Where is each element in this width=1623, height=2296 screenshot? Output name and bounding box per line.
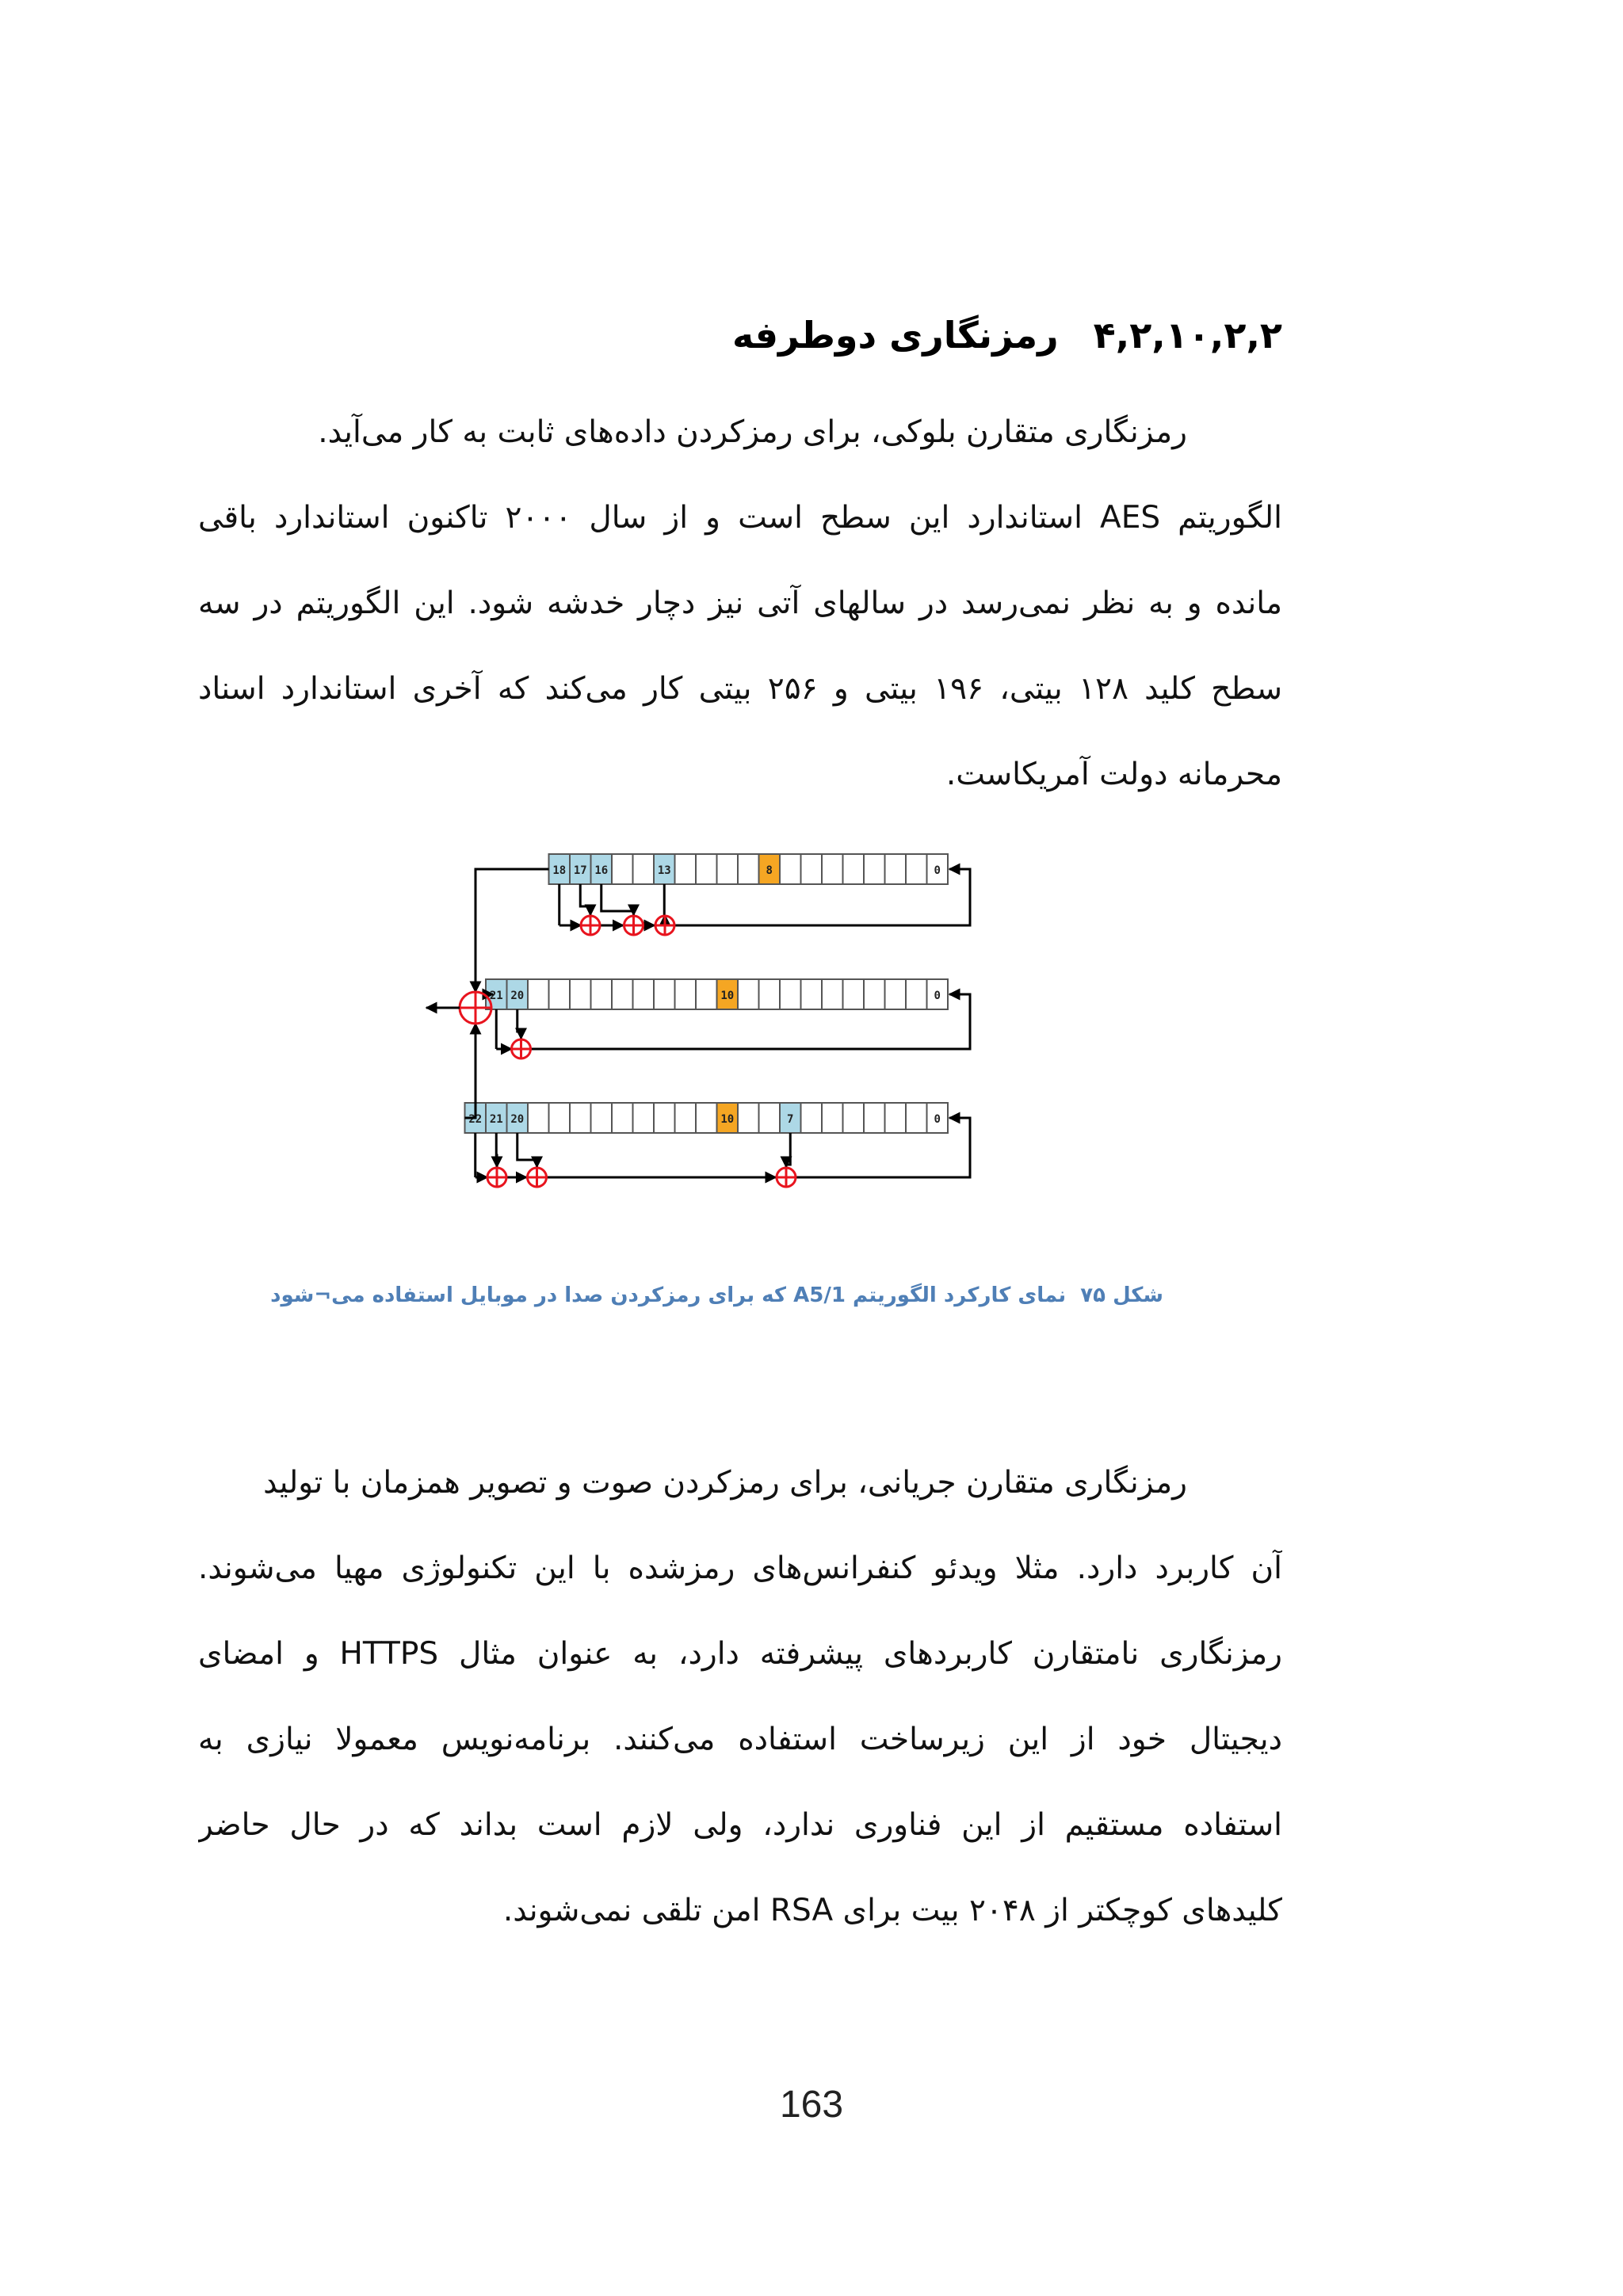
register-cell bbox=[822, 854, 843, 884]
register-cell bbox=[780, 854, 801, 884]
register-cell bbox=[528, 979, 549, 1009]
register-cell bbox=[696, 979, 717, 1009]
tap-line bbox=[517, 1009, 521, 1039]
register-bit-label: 7 bbox=[787, 1113, 794, 1126]
section-title: رمزنگاری دوطرفه bbox=[731, 314, 1059, 357]
register-cell bbox=[738, 854, 759, 884]
register-cell bbox=[885, 979, 907, 1009]
register-bit-label: 13 bbox=[657, 864, 671, 877]
register-bit-label: 8 bbox=[766, 864, 773, 877]
register-cell bbox=[780, 979, 801, 1009]
register-cell bbox=[738, 979, 759, 1009]
paragraph-line: کلیدهای کوچکتر از ۲۰۴۸ بیت برای RSA امن تلقی نمی‌شوند. bbox=[502, 1893, 1282, 1928]
register-bit-label: 0 bbox=[934, 864, 941, 877]
section-heading bbox=[198, 307, 1282, 363]
register-cell bbox=[633, 979, 655, 1009]
paragraph-line: الگوریتم AES استاندارد این سطح است و از سال ۲۰۰۰ تاکنون استاندارد باقی bbox=[198, 500, 1282, 536]
figure-caption-prefix: شکل ۷۵ bbox=[1080, 1283, 1163, 1307]
register-cell bbox=[528, 1103, 549, 1133]
paragraph-line: آن کاربرد دارد. مثلا ویدئو کنفرانس‌های رمزشده با این تکنولوژی مهیا می‌شوند. bbox=[198, 1550, 1282, 1586]
a51-diagram-canvas bbox=[396, 840, 983, 1236]
register-cell bbox=[570, 1103, 591, 1133]
register-cell bbox=[654, 1103, 675, 1133]
register-cell bbox=[864, 979, 885, 1009]
register-cell bbox=[549, 1103, 571, 1133]
register-cell bbox=[675, 1103, 697, 1133]
paragraph-line: استفاده مستقیم از این فناوری ندارد، ولی لازم است بداند که در حال حاضر bbox=[198, 1807, 1282, 1843]
register-bit-label: 17 bbox=[573, 864, 587, 877]
register-cell bbox=[612, 979, 633, 1009]
register-cell bbox=[885, 1103, 907, 1133]
register-bit-label: 20 bbox=[510, 1113, 525, 1126]
register-cell bbox=[570, 979, 591, 1009]
register-cell bbox=[633, 854, 655, 884]
register-cell bbox=[591, 979, 613, 1009]
register-cell bbox=[906, 979, 927, 1009]
figure-caption bbox=[198, 1268, 1163, 1323]
register-cell bbox=[738, 1103, 759, 1133]
paragraph-block-stream-and-asymmetric bbox=[198, 1440, 1282, 1954]
register-bit-label: 18 bbox=[552, 864, 567, 877]
register-cell bbox=[864, 854, 885, 884]
register-cell bbox=[612, 854, 633, 884]
tap-line bbox=[601, 884, 634, 915]
paragraph-line: رمزنگاری متقارن جریانی، برای رمزکردن صوت و تصویر همزمان با تولید bbox=[263, 1465, 1187, 1501]
register-cell bbox=[654, 979, 675, 1009]
paragraph-line: محرمانه دولت آمریکاست. bbox=[945, 757, 1282, 792]
register-bit-label: 20 bbox=[510, 990, 525, 1002]
register-cell bbox=[822, 1103, 843, 1133]
register-cell bbox=[759, 1103, 781, 1133]
register-cell bbox=[801, 854, 823, 884]
register-bit-label: 10 bbox=[720, 1113, 735, 1126]
register-cell bbox=[675, 854, 697, 884]
section-number: ۴,۲,۱۰,۲,۲ bbox=[1093, 314, 1282, 357]
register-cell bbox=[906, 854, 927, 884]
register-cell bbox=[843, 1103, 865, 1133]
tap-line bbox=[580, 884, 590, 915]
output-line bbox=[475, 869, 549, 992]
register-cell bbox=[717, 854, 739, 884]
register-cell bbox=[801, 979, 823, 1009]
paragraph-line: مانده و به نظر نمی‌رسد در سالهای آتی نیز دچار خدشه شود. این الگوریتم در سه bbox=[198, 585, 1282, 621]
register-cell bbox=[822, 979, 843, 1009]
register-cell bbox=[843, 979, 865, 1009]
register-bit-label: 10 bbox=[720, 990, 735, 1002]
register-cell bbox=[591, 1103, 613, 1133]
register-bit-label: 21 bbox=[489, 1113, 503, 1126]
register-cell bbox=[549, 979, 571, 1009]
register-cell bbox=[696, 1103, 717, 1133]
paragraph-line: سطح کلید ۱۲۸ بیتی، ۱۹۶ بیتی و ۲۵۶ بیتی کار می‌کند که آخری استاندارد اسناد bbox=[198, 671, 1282, 707]
figure-caption-text: نمای کارکرد الگوریتم A5/1 که برای رمزکردن صدا در موبایل استفاده می¬شود bbox=[270, 1283, 1067, 1307]
register-cell bbox=[612, 1103, 633, 1133]
register-bit-label: 16 bbox=[594, 864, 609, 877]
register-cell bbox=[675, 979, 697, 1009]
page-number: 163 bbox=[779, 2084, 844, 2126]
register-cell bbox=[696, 854, 717, 884]
register-cell bbox=[885, 854, 907, 884]
register-cell bbox=[864, 1103, 885, 1133]
paragraph-line: دیجیتال خود از این زیرساخت استفاده می‌کنند. برنامه‌نویس معمولا نیازی به bbox=[198, 1722, 1282, 1757]
register-cell bbox=[759, 979, 781, 1009]
register-bit-label: 21 bbox=[489, 990, 503, 1002]
register-cell bbox=[801, 1103, 823, 1133]
paragraph-block-cryptography-symmetric-block bbox=[198, 390, 1282, 818]
paragraph-line: رمزنگاری متقارن بلوکی، برای رمزکردن داده‌های ثابت به کار می‌آید. bbox=[318, 414, 1187, 450]
register-cell bbox=[906, 1103, 927, 1133]
paragraph-line: رمزنگاری نامتقارن کاربردهای پیشرفته دارد، به عنوان مثال HTTPS و امضای bbox=[198, 1636, 1282, 1672]
register-cell bbox=[843, 854, 865, 884]
tap-line bbox=[664, 884, 665, 916]
a51-lfsr-diagram bbox=[396, 840, 983, 1236]
register-bit-label: 0 bbox=[934, 990, 941, 1002]
tap-line bbox=[517, 1133, 537, 1167]
register-bit-label: 0 bbox=[934, 1113, 941, 1126]
register-cell bbox=[633, 1103, 655, 1133]
tap-line bbox=[496, 1133, 497, 1167]
tap-line bbox=[786, 1133, 790, 1167]
register-bit-label: 22 bbox=[468, 1113, 483, 1126]
